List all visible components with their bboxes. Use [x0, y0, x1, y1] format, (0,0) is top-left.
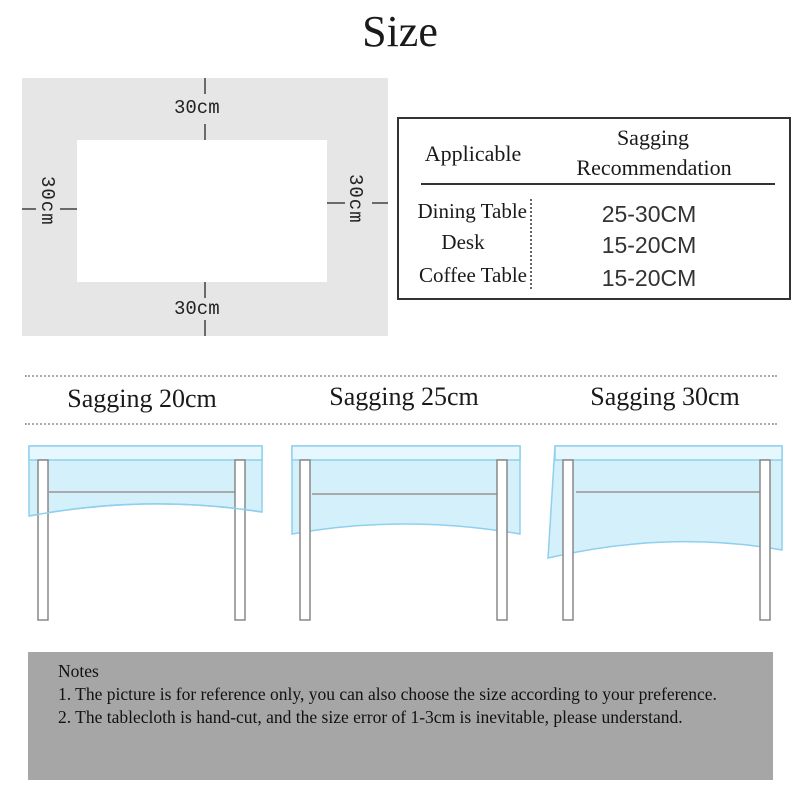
notes-box: [28, 652, 773, 780]
notes-heading: Notes: [58, 661, 99, 681]
table-illustration-25: [292, 446, 520, 620]
sagging-30-title: Sagging 30cm: [590, 382, 740, 411]
leg-right-25: [497, 460, 507, 620]
header-applicable: Applicable: [424, 141, 522, 166]
top-dimension-label: 30cm: [174, 97, 220, 119]
table-top-area: [77, 140, 327, 282]
sagging-recommendation-table: [397, 117, 791, 300]
leg-left-25: [300, 460, 310, 620]
notes-line-2: 2. The tablecloth is hand-cut, and the size error of 1-3cm is inevitable, please understand.: [58, 707, 683, 727]
header-recommendation: Recommendation: [576, 155, 732, 180]
left-dimension-label: 30cm: [36, 176, 58, 226]
header-divider: [421, 183, 775, 185]
sagging-25-title: Sagging 25cm: [329, 382, 479, 411]
leg-right-20: [235, 460, 245, 620]
bottom-dimension-label: 30cm: [174, 298, 220, 320]
right-dimension-label: 30cm: [344, 174, 366, 224]
left-tick: [22, 208, 36, 210]
bottom-tick: [204, 320, 206, 336]
right-tick-inner: [327, 202, 345, 204]
notes-line-1: 1. The picture is for reference only, you can also choose the size according to your preference.: [58, 684, 717, 704]
table-illustration-20: [29, 446, 262, 620]
sagging-illustrations: [0, 430, 800, 630]
row-coffee-table-name: Coffee Table: [419, 263, 527, 287]
top-tick: [204, 78, 206, 94]
column-divider: [530, 199, 532, 289]
left-tick-inner: [60, 208, 77, 210]
page-title: Size: [362, 7, 438, 56]
bottom-tick-upper: [204, 282, 206, 298]
leg-left-30: [563, 460, 573, 620]
tabletop-30: [555, 446, 782, 460]
tabletop-20: [29, 446, 262, 460]
row-desk-value: 15-20CM: [601, 232, 697, 258]
separator-top: [25, 375, 777, 377]
tabletop-25: [292, 446, 520, 460]
tablecloth-30: [548, 446, 782, 558]
table-illustration-30: [548, 446, 782, 620]
row-coffee-table-value: 15-20CM: [601, 265, 697, 291]
row-dining-table-value: 25-30CM: [601, 201, 697, 227]
row-desk-name: Desk: [441, 230, 485, 254]
sagging-20-title: Sagging 20cm: [67, 384, 217, 413]
right-tick: [372, 202, 388, 204]
leg-right-30: [760, 460, 770, 620]
separator-bottom: [25, 423, 777, 425]
row-dining-table-name: Dining Table: [417, 199, 527, 223]
top-tick-lower: [204, 124, 206, 140]
header-sagging: Sagging: [616, 125, 690, 150]
size-diagram: [22, 78, 388, 336]
leg-left-20: [38, 460, 48, 620]
